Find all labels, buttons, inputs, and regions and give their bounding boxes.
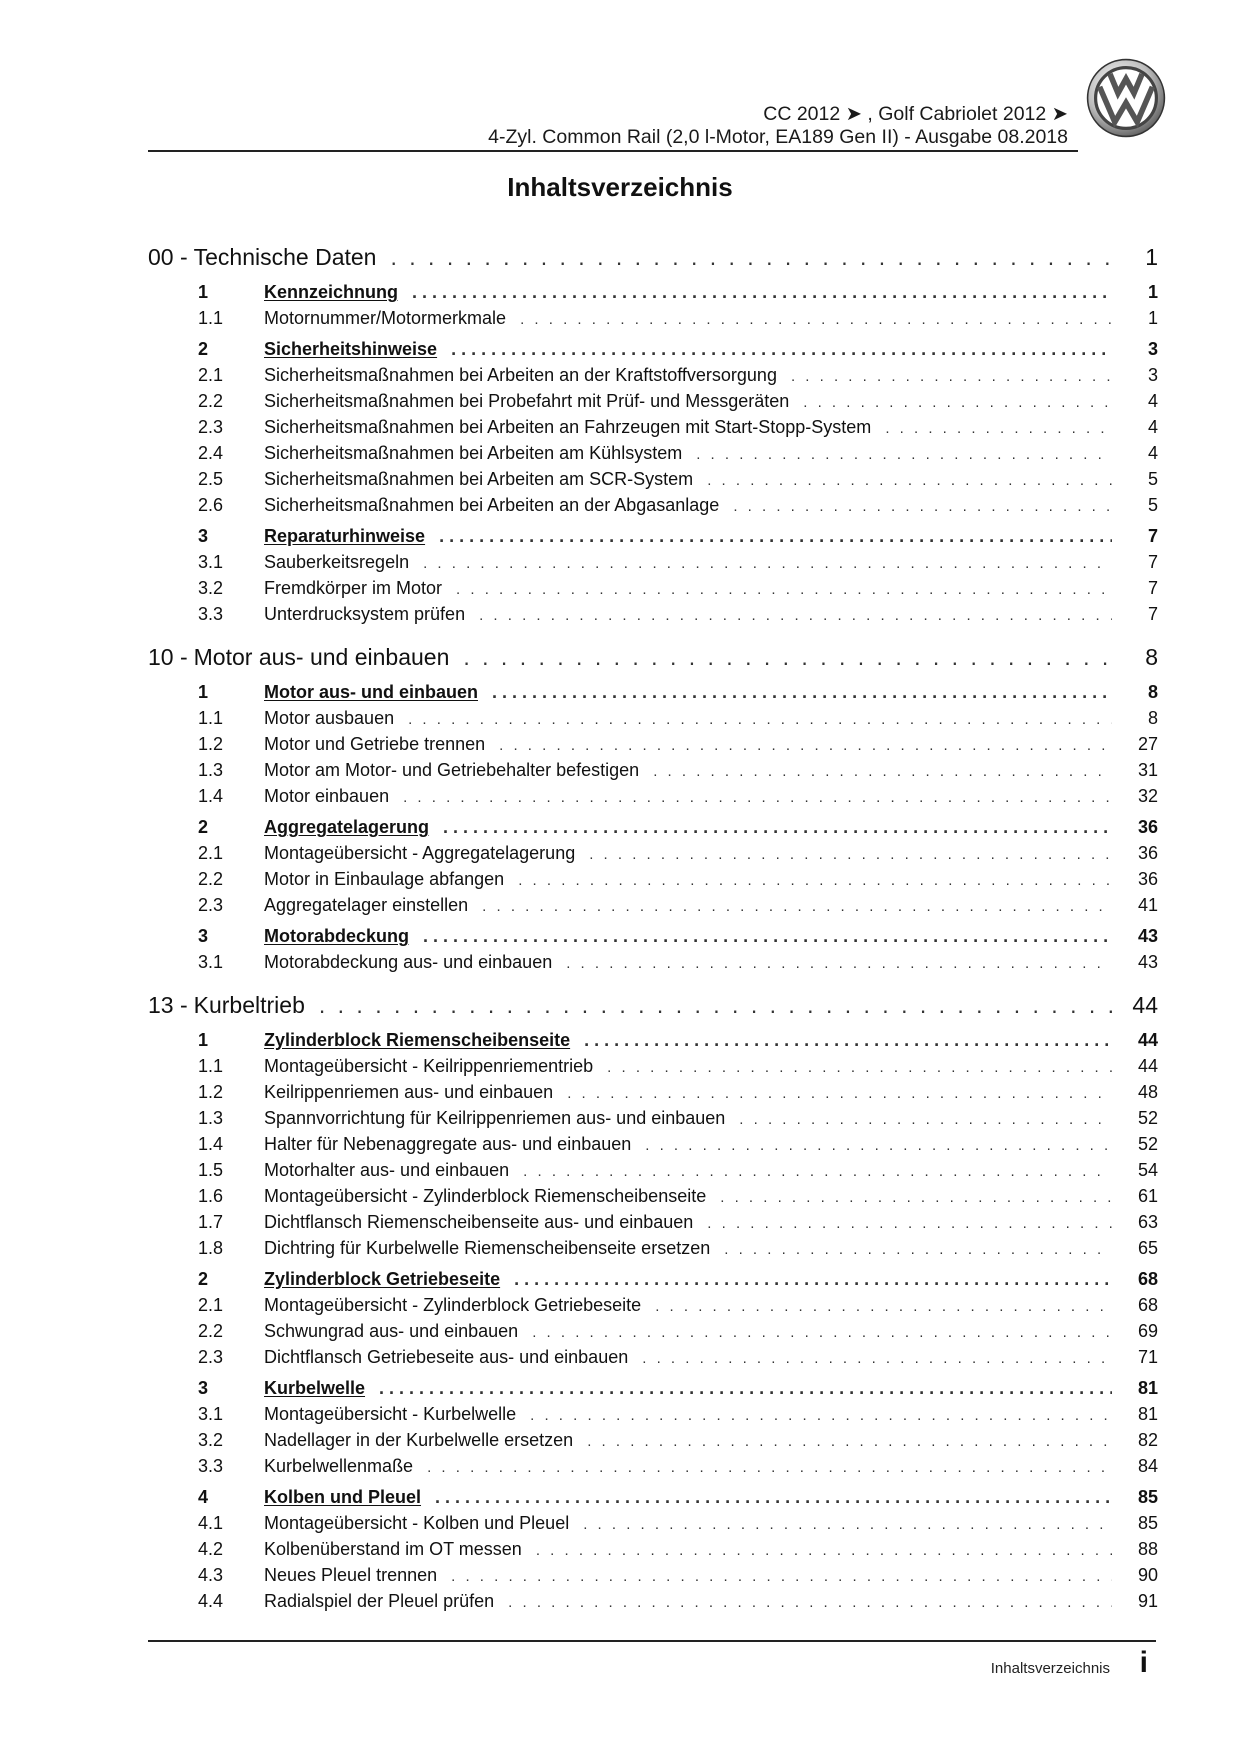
toc-sub-entry[interactable]	[148, 1212, 1158, 1238]
toc-sub-entry[interactable]	[148, 443, 1158, 469]
toc-entry-title: Montageübersicht - Aggregatelagerung	[264, 843, 576, 863]
toc-entry-number: 1.1	[198, 308, 224, 328]
toc-entry-page: 27	[1137, 734, 1158, 754]
toc-entry-title: Dichtflansch Riemenscheibenseite aus- und einbauen	[264, 1212, 694, 1232]
toc-sub-entry[interactable]	[148, 1108, 1158, 1134]
toc-entry-page: 68	[1137, 1269, 1158, 1289]
toc-section-entry[interactable]	[148, 1378, 1158, 1404]
toc-leader-dots	[583, 1516, 1112, 1533]
toc-leader-dots	[532, 1324, 1112, 1341]
toc-section-entry[interactable]	[148, 1487, 1158, 1513]
toc-entry-title: Motorhalter aus- und einbauen	[264, 1160, 510, 1180]
toc-entry-title: Schwungrad aus- und einbauen	[264, 1321, 519, 1341]
toc-entry-number: 3.2	[198, 1430, 224, 1450]
toc-entry-number: 3.1	[198, 552, 224, 572]
toc-entry-title: Kolbenüberstand im OT messen	[264, 1539, 522, 1559]
toc-entry-title: Motor ausbauen	[264, 708, 395, 728]
toc-sub-entry[interactable]	[148, 708, 1158, 734]
toc-entry-page: 81	[1137, 1404, 1158, 1424]
toc-entry-number: 2	[198, 339, 209, 359]
header-divider	[148, 150, 1078, 152]
toc-entry-number: 2.1	[198, 1295, 224, 1315]
footer-divider	[148, 1640, 1156, 1642]
toc-leader-dots	[655, 1298, 1112, 1315]
toc-section-entry[interactable]	[148, 339, 1158, 365]
toc-sub-entry[interactable]	[148, 578, 1158, 604]
toc-leader-dots	[482, 898, 1112, 915]
toc-sub-entry[interactable]	[148, 895, 1158, 921]
toc-leader-dots	[427, 1459, 1112, 1476]
toc-leader-dots	[739, 1111, 1112, 1128]
toc-entry-page: 8	[1147, 682, 1158, 702]
header-engine-edition: 4-Zyl. Common Rail (2,0 l-Motor, EA189 Gen II) - Ausgabe 08.2018	[488, 126, 1068, 148]
toc-entry-page: 5	[1147, 495, 1158, 515]
toc-entry-page: 7	[1147, 604, 1158, 624]
toc-entry-number: 1.5	[198, 1160, 224, 1180]
toc-sub-entry[interactable]	[148, 495, 1158, 521]
toc-leader-dots	[456, 581, 1112, 598]
toc-sub-entry[interactable]	[148, 1347, 1158, 1373]
toc-entry-number: 3.3	[198, 604, 224, 624]
toc-leader-dots	[443, 817, 1112, 838]
toc-entry-title: Motor aus- und einbauen	[193, 644, 450, 670]
toc-entry-page: 52	[1137, 1134, 1158, 1154]
table-of-contents	[148, 240, 1158, 1617]
toc-leader-dots	[439, 526, 1112, 547]
toc-entry-page: 3	[1147, 365, 1158, 385]
toc-entry-number: 1.6	[198, 1186, 224, 1206]
toc-entry-page: 8	[1145, 644, 1158, 670]
toc-leader-dots	[530, 1407, 1112, 1424]
toc-entry-page: 7	[1147, 526, 1158, 546]
toc-entry-title: Halter für Nebenaggregate aus- und einbauen	[264, 1134, 632, 1154]
toc-entry-number: 1.7	[198, 1212, 224, 1232]
toc-entry-title: Sicherheitsmaßnahmen bei Arbeiten am SCR-System	[264, 469, 694, 489]
toc-entry-number: 13 -	[148, 992, 188, 1018]
toc-entry-title: Unterdrucksystem prüfen	[264, 604, 466, 624]
toc-entry-page: 85	[1137, 1487, 1158, 1507]
toc-leader-dots	[520, 311, 1112, 328]
toc-chapter-entry[interactable]	[148, 644, 1158, 677]
toc-section-entry[interactable]	[148, 1030, 1158, 1056]
toc-leader-dots	[589, 846, 1112, 863]
toc-entry-page: 81	[1137, 1378, 1158, 1398]
toc-leader-dots	[696, 446, 1112, 463]
toc-entry-page: 8	[1147, 708, 1158, 728]
toc-leader-dots	[720, 1189, 1112, 1206]
toc-entry-title: Sicherheitshinweise	[264, 339, 438, 359]
toc-entry-page: 1	[1145, 244, 1158, 270]
toc-entry-page: 1	[1147, 282, 1158, 302]
toc-leader-dots	[451, 1568, 1112, 1585]
toc-entry-number: 2.1	[198, 843, 224, 863]
toc-section-entry[interactable]	[148, 817, 1158, 843]
toc-sub-entry[interactable]	[148, 417, 1158, 443]
page-header	[148, 98, 1078, 150]
toc-sub-entry[interactable]	[148, 1295, 1158, 1321]
toc-sub-entry[interactable]	[148, 391, 1158, 417]
toc-sub-entry[interactable]	[148, 1404, 1158, 1430]
toc-entry-title: Aggregatelager einstellen	[264, 895, 469, 915]
toc-entry-title: Montageübersicht - Zylinderblock Riemenscheibenseite	[264, 1186, 707, 1206]
toc-entry-page: 3	[1147, 339, 1158, 359]
toc-chapter-entry[interactable]	[148, 992, 1158, 1025]
toc-entry-page: 31	[1137, 760, 1158, 780]
toc-leader-dots	[566, 955, 1112, 972]
toc-entry-title: Motor einbauen	[264, 786, 390, 806]
toc-leader-dots	[724, 1241, 1112, 1258]
toc-entry-number: 1.1	[198, 1056, 224, 1076]
toc-sub-entry[interactable]	[148, 1134, 1158, 1160]
toc-leader-dots	[435, 1487, 1112, 1508]
toc-entry-page: 44	[1132, 992, 1158, 1018]
toc-entry-number: 1.4	[198, 1134, 224, 1154]
toc-entry-number: 2.5	[198, 469, 224, 489]
toc-sub-entry[interactable]	[148, 1591, 1158, 1617]
toc-entry-page: 48	[1137, 1082, 1158, 1102]
toc-entry-title: Aggregatelagerung	[264, 817, 430, 837]
toc-sub-entry[interactable]	[148, 1456, 1158, 1482]
toc-entry-number: 1	[198, 282, 209, 302]
toc-leader-dots	[463, 644, 1112, 671]
toc-leader-dots	[707, 1215, 1112, 1232]
toc-leader-dots	[567, 1085, 1112, 1102]
toc-entry-title: Montageübersicht - Zylinderblock Getriebeseite	[264, 1295, 642, 1315]
toc-entry-page: 32	[1137, 786, 1158, 806]
toc-entry-page: 4	[1147, 417, 1158, 437]
toc-entry-title: Kolben und Pleuel	[264, 1487, 422, 1507]
toc-entry-page: 43	[1137, 926, 1158, 946]
toc-entry-title: Spannvorrichtung für Keilrippenriemen aus- und einbauen	[264, 1108, 726, 1128]
toc-leader-dots	[390, 244, 1112, 271]
toc-entry-number: 3	[198, 926, 209, 946]
toc-entry-number: 3	[198, 526, 209, 546]
toc-sub-entry[interactable]	[148, 1186, 1158, 1212]
toc-entry-number: 3.1	[198, 952, 224, 972]
toc-entry-page: 88	[1137, 1539, 1158, 1559]
toc-leader-dots	[451, 339, 1112, 360]
toc-entry-number: 1.2	[198, 1082, 224, 1102]
toc-entry-page: 85	[1137, 1513, 1158, 1533]
toc-sub-entry[interactable]	[148, 734, 1158, 760]
toc-entry-number: 2	[198, 1269, 209, 1289]
toc-entry-title: Dichtflansch Getriebeseite aus- und einbauen	[264, 1347, 629, 1367]
toc-sub-entry[interactable]	[148, 760, 1158, 786]
toc-sub-entry[interactable]	[148, 843, 1158, 869]
toc-leader-dots	[423, 926, 1112, 947]
toc-entry-page: 43	[1137, 952, 1158, 972]
toc-entry-title: Motorabdeckung aus- und einbauen	[264, 952, 553, 972]
toc-leader-dots	[499, 737, 1112, 754]
toc-entry-number: 1	[198, 1030, 209, 1050]
toc-sub-entry[interactable]	[148, 1321, 1158, 1347]
toc-entry-title: Sicherheitsmaßnahmen bei Arbeiten an der Abgasanlage	[264, 495, 720, 515]
toc-entry-number: 1	[198, 682, 209, 702]
toc-entry-title: Motor aus- und einbauen	[264, 682, 478, 702]
toc-entry-number: 3.1	[198, 1404, 224, 1424]
toc-entry-title: Dichtring für Kurbelwelle Riemenscheibenseite ersetzen	[264, 1238, 711, 1258]
toc-leader-dots	[523, 1163, 1112, 1180]
toc-entry-page: 84	[1137, 1456, 1158, 1476]
toc-leader-dots	[508, 1594, 1112, 1611]
toc-section-entry[interactable]	[148, 1269, 1158, 1295]
footer-label: Inhaltsverzeichnis	[990, 1660, 1110, 1677]
toc-entry-title: Keilrippenriemen aus- und einbauen	[264, 1082, 554, 1102]
toc-entry-page: 4	[1147, 443, 1158, 463]
toc-entry-title: Nadellager in der Kurbelwelle ersetzen	[264, 1430, 574, 1450]
toc-entry-title: Neues Pleuel trennen	[264, 1565, 438, 1585]
toc-entry-number: 3.2	[198, 578, 224, 598]
toc-entry-title: Technische Daten	[193, 244, 377, 270]
toc-entry-title: Radialspiel der Pleuel prüfen	[264, 1591, 495, 1611]
toc-entry-title: Motorabdeckung	[264, 926, 410, 946]
toc-section-entry[interactable]	[148, 282, 1158, 308]
toc-entry-title: Sicherheitsmaßnahmen bei Arbeiten am Kühlsystem	[264, 443, 683, 463]
toc-entry-number: 2.4	[198, 443, 224, 463]
toc-entry-title: Montageübersicht - Kurbelwelle	[264, 1404, 517, 1424]
toc-entry-title: Fremdkörper im Motor	[264, 578, 443, 598]
toc-leader-dots	[412, 282, 1112, 303]
toc-leader-dots	[607, 1059, 1112, 1076]
toc-entry-title: Montageübersicht - Kolben und Pleuel	[264, 1513, 570, 1533]
vw-logo-icon	[1086, 58, 1166, 138]
toc-sub-entry[interactable]	[148, 1082, 1158, 1108]
toc-leader-dots	[423, 555, 1112, 572]
toc-leader-dots	[479, 607, 1112, 624]
toc-entry-number: 2.6	[198, 495, 224, 515]
toc-entry-number: 2.3	[198, 417, 224, 437]
toc-entry-page: 44	[1137, 1030, 1158, 1050]
toc-sub-entry[interactable]	[148, 604, 1158, 630]
toc-sub-entry[interactable]	[148, 1513, 1158, 1539]
toc-entry-title: Sauberkeitsregeln	[264, 552, 410, 572]
toc-entry-page: 44	[1137, 1056, 1158, 1076]
toc-entry-page: 61	[1137, 1186, 1158, 1206]
toc-entry-page: 65	[1137, 1238, 1158, 1258]
toc-entry-page: 36	[1137, 869, 1158, 889]
toc-leader-dots	[733, 498, 1112, 515]
toc-leader-dots	[379, 1378, 1112, 1399]
toc-sub-entry[interactable]	[148, 869, 1158, 895]
toc-entry-page: 71	[1137, 1347, 1158, 1367]
toc-entry-page: 54	[1137, 1160, 1158, 1180]
toc-leader-dots	[518, 872, 1112, 889]
toc-sub-entry[interactable]	[148, 786, 1158, 812]
toc-section-entry[interactable]	[148, 682, 1158, 708]
toc-sub-entry[interactable]	[148, 469, 1158, 495]
toc-entry-title: Motor am Motor- und Getriebehalter befestigen	[264, 760, 640, 780]
toc-section-entry[interactable]	[148, 526, 1158, 552]
toc-entry-page: 41	[1137, 895, 1158, 915]
toc-entry-number: 2.2	[198, 869, 224, 889]
toc-entry-title: Sicherheitsmaßnahmen bei Arbeiten an Fahrzeugen mit Start-Stopp-System	[264, 417, 872, 437]
toc-entry-number: 2.3	[198, 895, 224, 915]
toc-entry-title: Zylinderblock Riemenscheibenseite	[264, 1030, 571, 1050]
page-title: Inhaltsverzeichnis	[507, 172, 733, 202]
toc-entry-number: 10 -	[148, 644, 188, 670]
toc-entry-page: 63	[1137, 1212, 1158, 1232]
toc-sub-entry[interactable]	[148, 1430, 1158, 1456]
toc-leader-dots	[642, 1350, 1112, 1367]
toc-entry-title: Montageübersicht - Keilrippenriementrieb	[264, 1056, 594, 1076]
toc-sub-entry[interactable]	[148, 1539, 1158, 1565]
toc-sub-entry[interactable]	[148, 552, 1158, 578]
toc-sub-entry[interactable]	[148, 1160, 1158, 1186]
toc-entry-number: 1.3	[198, 1108, 224, 1128]
toc-leader-dots	[791, 368, 1112, 385]
footer-page-number: i	[1139, 1646, 1148, 1679]
toc-entry-number: 1.2	[198, 734, 224, 754]
toc-entry-number: 4.3	[198, 1565, 224, 1585]
toc-leader-dots	[803, 394, 1112, 411]
toc-entry-page: 91	[1137, 1591, 1158, 1611]
toc-leader-dots	[492, 682, 1112, 703]
toc-chapter-entry[interactable]	[148, 244, 1158, 277]
toc-leader-dots	[587, 1433, 1112, 1450]
toc-entry-number: 2.2	[198, 1321, 224, 1341]
toc-entry-number: 1.1	[198, 708, 224, 728]
toc-leader-dots	[885, 420, 1112, 437]
toc-entry-number: 3.3	[198, 1456, 224, 1476]
toc-leader-dots	[514, 1269, 1112, 1290]
toc-sub-entry[interactable]	[148, 1056, 1158, 1082]
toc-entry-number: 00 -	[148, 244, 188, 270]
toc-entry-title: Reparaturhinweise	[264, 526, 426, 546]
toc-entry-title: Sicherheitsmaßnahmen bei Arbeiten an der Kraftstoffversorgung	[264, 365, 777, 385]
toc-leader-dots	[403, 789, 1112, 806]
toc-leader-dots	[408, 711, 1112, 728]
toc-entry-number: 3	[198, 1378, 209, 1398]
toc-entry-number: 1.8	[198, 1238, 224, 1258]
toc-section-entry[interactable]	[148, 926, 1158, 952]
header-vehicle-models: CC 2012 ➤ , Golf Cabriolet 2012 ➤	[763, 103, 1068, 125]
toc-entry-number: 2.3	[198, 1347, 224, 1367]
toc-entry-number: 4.2	[198, 1539, 224, 1559]
toc-entry-page: 68	[1137, 1295, 1158, 1315]
toc-entry-title: Kennzeichnung	[264, 282, 398, 302]
toc-entry-page: 4	[1147, 391, 1158, 411]
toc-sub-entry[interactable]	[148, 952, 1158, 978]
toc-sub-entry[interactable]	[148, 365, 1158, 391]
toc-leader-dots	[584, 1030, 1112, 1051]
toc-entry-number: 4.1	[198, 1513, 224, 1533]
toc-entry-number: 2	[198, 817, 209, 837]
toc-entry-number: 2.2	[198, 391, 224, 411]
toc-entry-number: 4.4	[198, 1591, 224, 1611]
toc-entry-title: Zylinderblock Getriebeseite	[264, 1269, 501, 1289]
toc-entry-page: 36	[1137, 817, 1158, 837]
toc-entry-title: Motor und Getriebe trennen	[264, 734, 486, 754]
toc-leader-dots	[536, 1542, 1112, 1559]
toc-leader-dots	[707, 472, 1112, 489]
toc-entry-title: Kurbelwelle	[264, 1378, 366, 1398]
toc-entry-number: 1.4	[198, 786, 224, 806]
toc-entry-title: Motor in Einbaulage abfangen	[264, 869, 505, 889]
toc-entry-title: Kurbeltrieb	[193, 992, 305, 1018]
toc-sub-entry[interactable]	[148, 1238, 1158, 1264]
toc-entry-page: 7	[1147, 578, 1158, 598]
toc-entry-page: 82	[1137, 1430, 1158, 1450]
toc-leader-dots	[653, 763, 1112, 780]
toc-entry-number: 2.1	[198, 365, 224, 385]
toc-leader-dots	[319, 992, 1112, 1019]
toc-sub-entry[interactable]	[148, 308, 1158, 334]
toc-entry-title: Motornummer/Motormerkmale	[264, 308, 507, 328]
toc-entry-number: 1.3	[198, 760, 224, 780]
toc-sub-entry[interactable]	[148, 1565, 1158, 1591]
toc-entry-page: 36	[1137, 843, 1158, 863]
toc-entry-page: 52	[1137, 1108, 1158, 1128]
toc-entry-page: 5	[1147, 469, 1158, 489]
toc-entry-title: Kurbelwellenmaße	[264, 1456, 414, 1476]
toc-entry-title: Sicherheitsmaßnahmen bei Probefahrt mit Prüf- und Messgeräten	[264, 391, 790, 411]
toc-leader-dots	[645, 1137, 1112, 1154]
toc-entry-page: 90	[1137, 1565, 1158, 1585]
toc-entry-number: 4	[198, 1487, 209, 1507]
toc-entry-page: 1	[1147, 308, 1158, 328]
toc-entry-page: 7	[1147, 552, 1158, 572]
toc-entry-page: 69	[1137, 1321, 1158, 1341]
